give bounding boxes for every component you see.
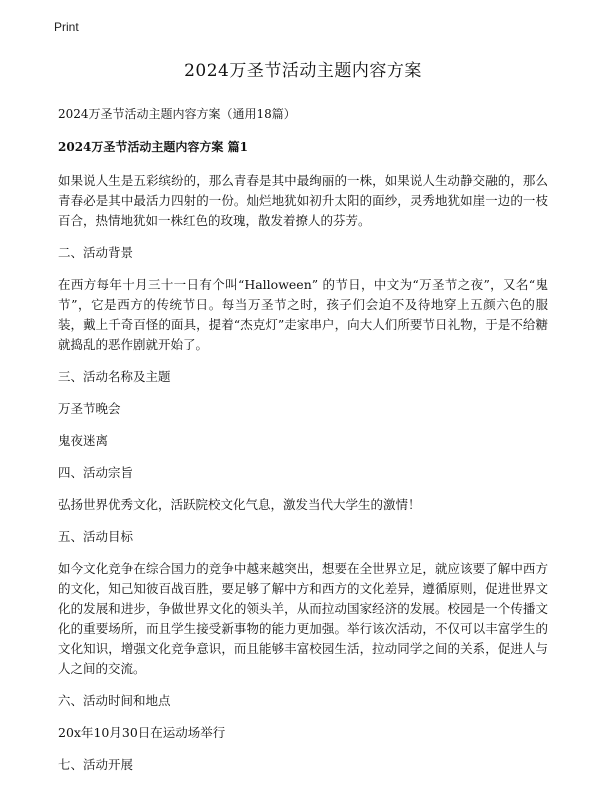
page-title: 2024万圣节活动主题内容方案 xyxy=(184,61,422,81)
print-link[interactable]: Print xyxy=(54,20,79,34)
document-body xyxy=(58,56,548,787)
heading-time-place: 六、活动时间和地点 xyxy=(58,693,171,708)
purpose-paragraph: 弘扬世界优秀文化，活跃院校文化气息，激发当代大学生的激情！ xyxy=(58,497,421,512)
heading-background: 二、活动背景 xyxy=(58,245,134,260)
goal-paragraph: 如今文化竞争在综合国力的竞争中越来越突出，想要在全世界立足，就应该要了解中西方的文化，知己知彼百战百胜，要足够了解中方和西方的文化差异，遵循原则，促进世界文化的发展和进步，争做世界文化的领头羊，从而拉动国家经济的发展。校园是一个传播文化的重要场所，而且学生接受新事物的能力更加强。举行该次活动，不仅可以丰富学生的文化知识，增强文化竞争意识，而且能够丰富校园生活，拉动同学之间的关系，促进人与人之间的交流。 xyxy=(58,561,548,676)
heading-purpose: 四、活动宗旨 xyxy=(58,465,134,480)
time-place-text: 20x年10月30日在运动场举行 xyxy=(58,725,226,740)
background-paragraph: 在西方每年十月三十一日有个叫“Halloween” 的节日，中文为“万圣节之夜”，又名“鬼节”，它是西方的传统节日。每当万圣节之时，孩子们会迫不及待地穿上五颜六色的服装，戴上千奇百怪的面具，提着“杰克灯”走家串户，向大人们所要节日礼物，于是不给糖就捣乱的恶作剧就开始了。 xyxy=(58,277,548,352)
intro-paragraph: 如果说人生是五彩缤纷的，那么青春是其中最绚丽的一株，如果说人生动静交融的，那么青春必是其中最活力四射的一份。灿烂地犹如初升太阳的面纱，灵秀地犹如崖一边的一枝百合，热情地犹如一株红色的玫瑰，散发着撩人的芬芳。 xyxy=(58,173,548,228)
heading-goal: 五、活动目标 xyxy=(58,529,134,544)
section-title: 2024万圣节活动主题内容方案 篇1 xyxy=(58,140,248,154)
document-subtitle: 2024万圣节活动主题内容方案（通用18篇） xyxy=(58,107,296,121)
heading-activity-run: 七、活动开展 xyxy=(58,757,134,772)
activity-theme: 鬼夜迷离 xyxy=(58,433,109,448)
activity-name: 万圣节晚会 xyxy=(58,401,121,416)
heading-name-theme: 三、活动名称及主题 xyxy=(58,369,171,384)
